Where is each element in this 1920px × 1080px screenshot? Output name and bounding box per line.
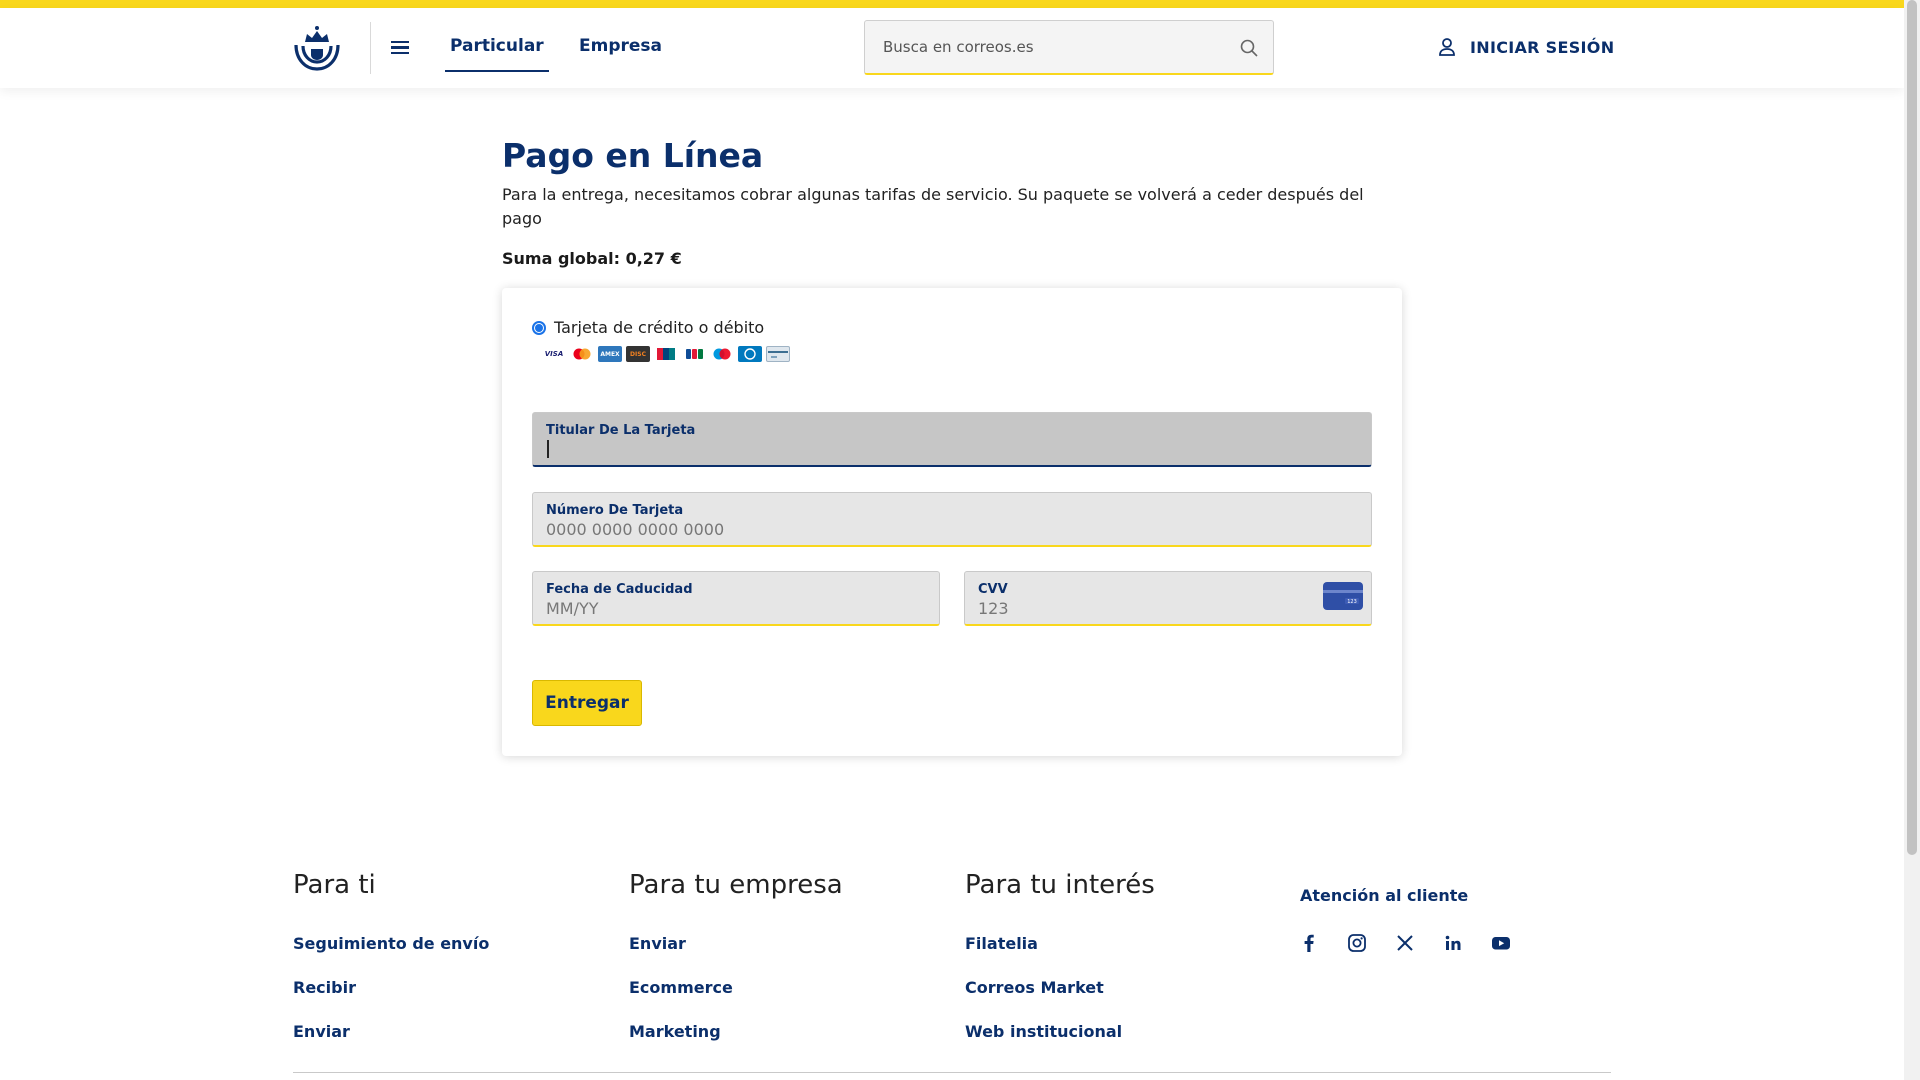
discover-icon: DISC: [626, 346, 650, 362]
visa-icon: VISA: [544, 350, 564, 358]
tab-particular[interactable]: Particular: [445, 36, 549, 72]
header-divider: [370, 22, 371, 74]
payment-total: Suma global: 0,27 €: [502, 249, 682, 268]
page-title: Pago en Línea: [502, 136, 764, 175]
footer-col-para-tu-interes: [965, 868, 1285, 1066]
menu-icon[interactable]: [384, 38, 416, 62]
footer-link[interactable]: Enviar: [293, 1022, 350, 1041]
card-number-input[interactable]: [546, 520, 1216, 539]
expiry-input[interactable]: [546, 599, 871, 618]
footer-col-para-tu-empresa: [629, 868, 949, 1066]
footer-link[interactable]: Filatelia: [965, 934, 1038, 953]
correos-logo[interactable]: [292, 25, 342, 73]
customer-support-link[interactable]: Atención al cliente: [1300, 886, 1469, 905]
search-icon[interactable]: [1239, 38, 1259, 58]
facebook-icon[interactable]: [1298, 932, 1320, 954]
payment-method-label: Tarjeta de crédito o débito: [554, 318, 765, 337]
svg-text:123: 123: [1347, 599, 1357, 605]
generic-card-icon: [766, 346, 790, 362]
user-icon: [1436, 36, 1458, 58]
card-holder-input[interactable]: [549, 440, 1219, 459]
payment-card: [502, 288, 1402, 756]
footer-link[interactable]: Recibir: [293, 978, 356, 997]
scrollbar-thumb[interactable]: [1907, 0, 1917, 855]
jcb-icon: [682, 346, 706, 362]
site-header: [0, 8, 1904, 88]
social-links: [1298, 932, 1512, 954]
search-input[interactable]: [881, 37, 1205, 57]
brand-accent-bar: [0, 0, 1904, 8]
footer-link[interactable]: Web institucional: [965, 1022, 1123, 1041]
cvv-card-icon: [1323, 582, 1363, 610]
card-holder-label: Titular De La Tarjeta: [546, 423, 696, 438]
youtube-icon[interactable]: [1490, 932, 1512, 954]
footer-link[interactable]: Enviar: [629, 934, 686, 953]
login-button[interactable]: [1436, 36, 1614, 58]
footer-col-para-ti: [293, 868, 613, 1066]
login-label: INICIAR SESIÓN: [1470, 37, 1615, 57]
instagram-icon[interactable]: [1346, 932, 1368, 954]
footer-heading: Para tu empresa: [629, 870, 843, 900]
scrollbar[interactable]: [1904, 0, 1920, 1080]
cvv-label: CVV: [978, 582, 1008, 597]
x-icon[interactable]: [1394, 932, 1416, 954]
payment-intro: Para la entrega, necesitamos cobrar algunas tarifas de servicio. Su paquete se volverá a ceder después del pago: [502, 185, 1364, 228]
card-number-field[interactable]: [532, 492, 1372, 547]
search-box: [864, 20, 1274, 75]
footer-link[interactable]: Marketing: [629, 1022, 721, 1041]
footer-link[interactable]: Seguimiento de envío: [293, 934, 490, 953]
footer-heading: Para ti: [293, 870, 376, 900]
footer-divider: [293, 1072, 1611, 1073]
tab-empresa[interactable]: Empresa: [579, 36, 662, 56]
linkedin-icon[interactable]: [1442, 932, 1464, 954]
submit-payment-button[interactable]: Entregar: [532, 680, 642, 726]
card-holder-field[interactable]: [532, 412, 1372, 467]
payment-method-radio[interactable]: [532, 321, 546, 335]
card-brand-logos: [542, 346, 790, 362]
mastercard-icon: [570, 346, 594, 362]
unionpay-icon: [654, 346, 678, 362]
maestro-icon: [710, 346, 734, 362]
diners-icon: [738, 346, 762, 362]
amex-icon: AMEX: [598, 346, 622, 362]
cvv-input[interactable]: [978, 599, 1303, 618]
footer-heading: Para tu interés: [965, 870, 1155, 900]
cvv-field[interactable]: [964, 571, 1372, 626]
card-number-label: Número De Tarjeta: [546, 503, 684, 518]
footer-link[interactable]: Correos Market: [965, 978, 1104, 997]
footer-link[interactable]: Ecommerce: [629, 978, 733, 997]
expiry-label: Fecha de Caducidad: [546, 582, 693, 597]
payment-method-option[interactable]: [532, 318, 764, 337]
expiry-field[interactable]: [532, 571, 940, 626]
